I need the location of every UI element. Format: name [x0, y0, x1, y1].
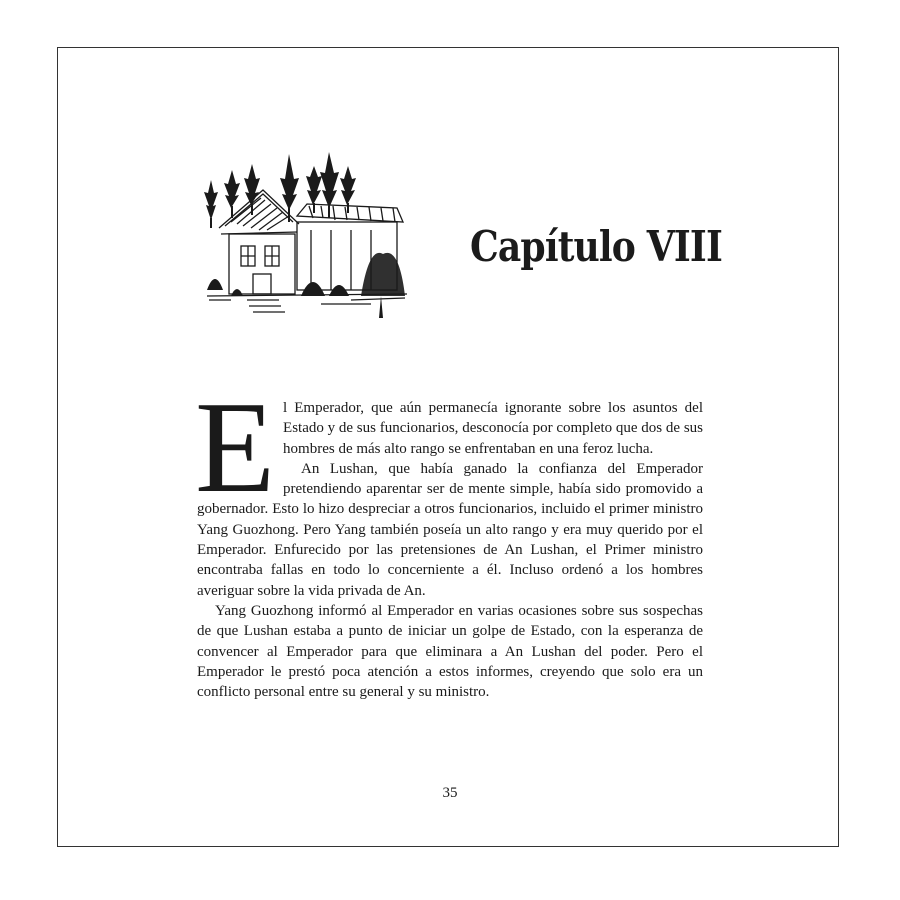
paragraph-1-text: l Emperador, que aún permanecía ignorante sobre los asuntos del Estado y de sus funcionarios, desconocía por completo que dos de sus hombres de más alto rango se enfrentaban en una feroz lucha.	[283, 400, 703, 457]
paragraph-3: Yang Guozhong informó al Emperador en varias ocasiones sobre sus sospechas de que Lushan estaba a punto de iniciar un golpe de Estado, con la esperanza de convencer al Emperador para que eliminara a An Lushan del poder. Pero el Emperador le prestó poca atención a estos informes, creyendo que solo era un conflicto personal entre su general y su ministro.	[197, 602, 703, 701]
page-number: 35	[442, 785, 458, 801]
chapter-title: Capítulo VIII	[470, 222, 723, 271]
paragraph-1	[195, 375, 703, 520]
paragraph-2: An Lushan, que había ganado la confianza del Emperador pretendiendo aparentar ser de mente simple, había sido promovido a gobernador. Esto lo hizo despreciar a otros funcionarios, incluido el primer ministro Yang Guozhong. Pero Yang también poseía un alto rango y era muy querido por el Emperador. Enfurecido por las pretensiones de An Lushan, el Primer ministro encontraba fallas en todo lo concerniente a él. Incluso ordenó a los hombres averiguar sobre la vida privada de An.	[197, 460, 703, 599]
forest-house-illustration-icon	[201, 150, 413, 325]
body-text	[195, 375, 703, 702]
drop-cap: E	[195, 375, 276, 520]
